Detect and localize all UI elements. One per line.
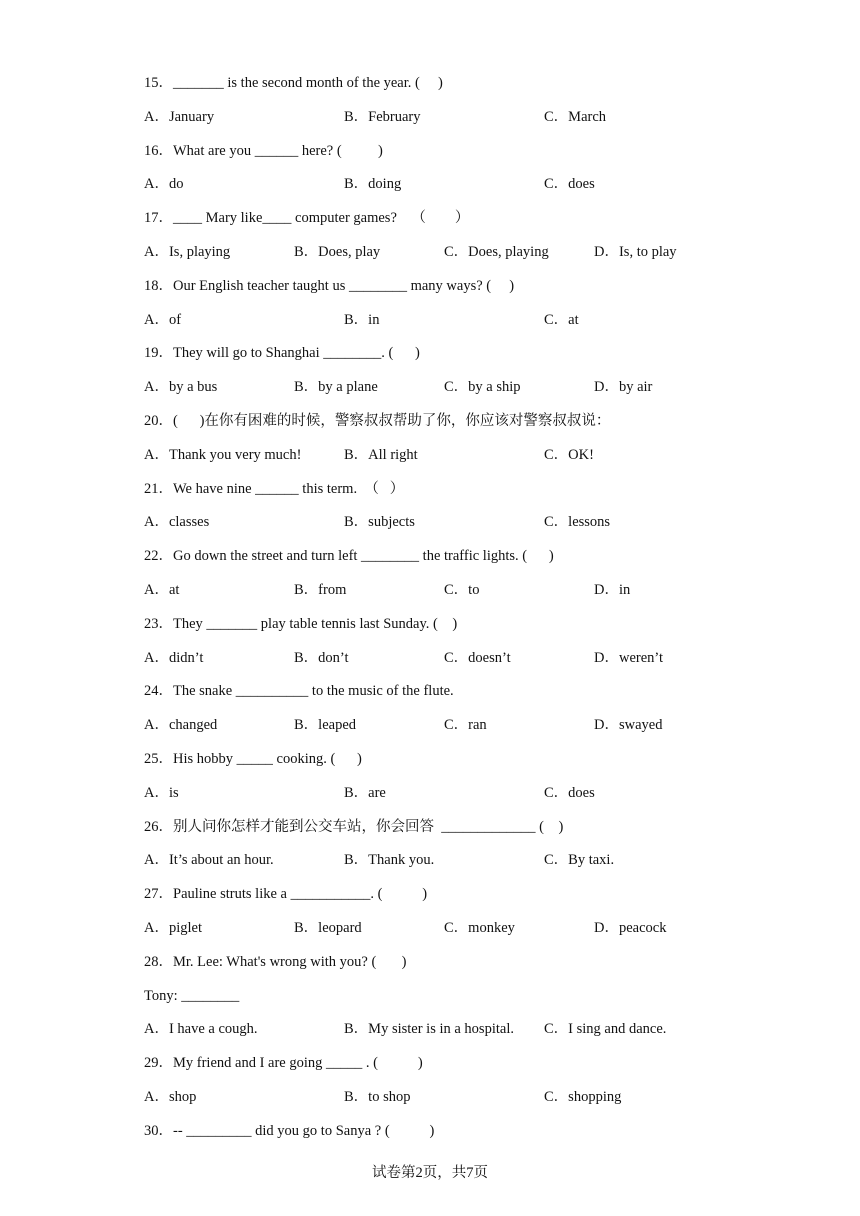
answer-option: A．by a bus [144, 379, 218, 396]
answer-option: B．February [344, 108, 421, 125]
question-stem: 25．His hobby _____ cooking. ( ) [144, 751, 362, 767]
answer-option: A．shop [144, 1089, 197, 1105]
answer-option: B．are [344, 784, 386, 801]
question-stem: 24．The snake __________ to the music of the flute. [144, 683, 454, 700]
answer-option: A．do [144, 176, 184, 193]
answer-option: D．swayed [594, 717, 663, 734]
answer-option: B．doing [344, 176, 402, 193]
answer-option: C．monkey [444, 920, 515, 936]
answer-option: A．changed [144, 717, 218, 734]
question-stem: 27．Pauline struts like a ___________. ( ) [144, 886, 428, 903]
page-footer: 试卷第2页，共7页 [372, 1165, 488, 1181]
question-stem: 30．-- _________ did you go to Sanya ? ( ) [144, 1122, 435, 1139]
answer-option: B．subjects [344, 514, 415, 531]
question-stem: 22．Go down the street and turn left ________ the traffic lights. ( ) [144, 548, 554, 565]
question-stem: 23．They _______ play table tennis last Sunday. ( ) [144, 615, 458, 632]
answer-option: C．to [444, 582, 480, 598]
answer-option: C．lessons [544, 514, 611, 531]
question-stem: 17．____ Mary like____ computer games? （ ） [144, 210, 470, 227]
answer-option: C．March [544, 108, 607, 125]
question-stem: 18．Our English teacher taught us ________ many ways? ( ) [144, 277, 515, 294]
answer-option: B．leopard [294, 920, 362, 936]
answer-option: C．Does, playing [444, 244, 549, 260]
answer-option: C．shopping [544, 1089, 622, 1105]
answer-option: C．OK! [544, 446, 594, 463]
answer-option: C．does [544, 784, 595, 801]
answer-option: D．in [594, 582, 631, 598]
answer-option: A．January [144, 108, 215, 125]
answer-option: B．from [294, 582, 347, 598]
answer-option: A．I have a cough. [144, 1021, 258, 1038]
answer-option: D．peacock [594, 920, 667, 936]
answer-option: B．Does, play [294, 244, 381, 260]
answer-option: A．of [144, 311, 182, 328]
answer-option: A．Thank you very much! [144, 446, 302, 463]
question-stem: 20．( )在你有困难的时候，警察叔叔帮助了你，你应该对警察叔叔说： [144, 413, 611, 429]
question-stem: 28．Mr. Lee: What's wrong with you? ( ) [144, 953, 407, 970]
answer-option: B．to shop [344, 1089, 411, 1105]
question-stem: 21．We have nine ______ this term. （ ） [144, 480, 405, 497]
answer-option: A．It’s about an hour. [144, 852, 274, 869]
answer-option: B．don’t [294, 649, 349, 666]
question-stem: 16．What are you ______ here? ( ) [144, 142, 383, 159]
answer-option: B．in [344, 311, 380, 328]
answer-option: C．does [544, 176, 595, 193]
answer-option: A．classes [144, 514, 210, 531]
answer-option: D．by air [594, 379, 653, 396]
answer-option: C．by a ship [444, 379, 521, 396]
answer-option: C．ran [444, 717, 487, 734]
answer-option: A．didn’t [144, 649, 204, 666]
answer-option: B．My sister is in a hospital. [344, 1021, 514, 1038]
answer-option: C．I sing and dance. [544, 1021, 667, 1038]
answer-option: D．Is, to play [594, 244, 677, 260]
question-stem: 15．_______ is the second month of the year. ( ) [144, 75, 443, 91]
dialogue-line: Tony: ________ [144, 987, 240, 1004]
answer-option: B．leaped [294, 717, 357, 734]
answer-option: C．By taxi. [544, 852, 615, 869]
answer-option: C．doesn’t [444, 649, 511, 666]
answer-option: B．by a plane [294, 379, 378, 396]
answer-option: A．at [144, 582, 180, 598]
answer-option: B．All right [344, 446, 418, 463]
answer-option: A．piglet [144, 920, 202, 936]
answer-option: D．weren’t [594, 649, 663, 666]
answer-option: A．Is, playing [144, 244, 231, 260]
question-stem: 26．别人问你怎样才能到公交车站，你会回答 _____________ ( ) [144, 818, 564, 835]
answer-option: C．at [544, 311, 579, 328]
question-stem: 29．My friend and I are going _____ . ( ) [144, 1055, 423, 1072]
question-stem: 19．They will go to Shanghai ________. ( ) [144, 345, 420, 362]
answer-option: A．is [144, 784, 179, 801]
answer-option: B．Thank you. [344, 852, 435, 869]
